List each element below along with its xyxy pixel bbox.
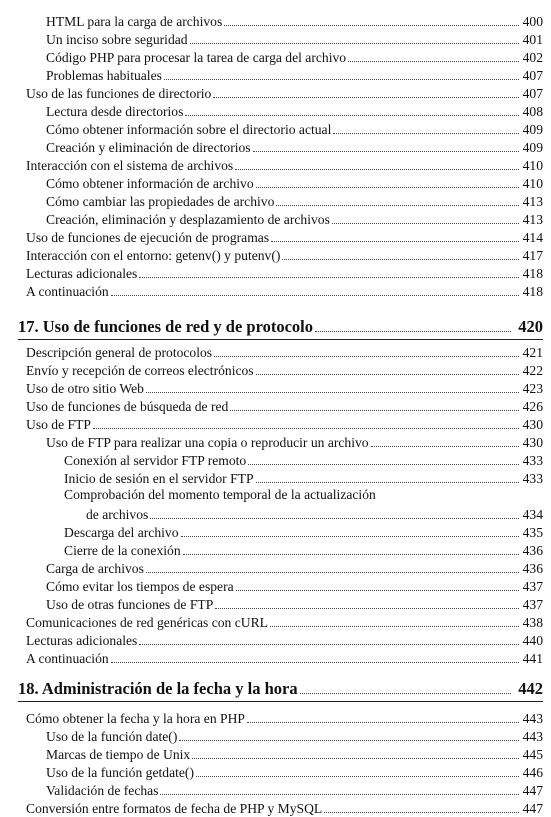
dot-leader xyxy=(214,355,519,357)
dot-leader xyxy=(146,391,519,393)
dot-leader xyxy=(224,24,519,26)
dot-leader xyxy=(282,258,519,260)
page-number: 446 xyxy=(522,765,543,780)
dot-leader xyxy=(164,78,519,80)
entry-title: Uso de FTP para realizar una copia o reproducir un archivo xyxy=(46,435,369,450)
dot-leader xyxy=(315,330,511,332)
dot-leader xyxy=(256,481,519,483)
toc-entry xyxy=(26,415,543,433)
entry-title: Creación, eliminación y desplazamiento de archivos xyxy=(46,212,330,227)
entry-title: Interacción con el sistema de archivos xyxy=(26,158,234,173)
dot-leader xyxy=(348,60,519,62)
page-number: 400 xyxy=(522,14,543,29)
entry-title: Cómo evitar los tiempos de espera xyxy=(46,579,234,594)
toc-entry xyxy=(26,379,543,397)
toc-entry xyxy=(46,595,543,613)
entry-title: de archivos xyxy=(86,507,149,522)
page-number: 426 xyxy=(522,399,543,414)
entry-title: Lectura desde directorios xyxy=(46,104,184,119)
entry-title: Código PHP para procesar la tarea de carga del archivo xyxy=(46,50,347,65)
dot-leader xyxy=(215,607,519,609)
toc-entry xyxy=(26,228,543,246)
entry-title: 17. Uso de funciones de red y de protocolo xyxy=(18,317,314,336)
dot-leader xyxy=(185,114,519,116)
chapter-divider xyxy=(18,701,543,702)
toc-entry xyxy=(46,174,543,192)
page-number: 401 xyxy=(522,32,543,47)
page-number: 441 xyxy=(522,651,543,666)
page-number: 436 xyxy=(522,543,543,558)
entry-title: Uso de las funciones de directorio xyxy=(26,86,212,101)
toc-entry xyxy=(46,102,543,120)
page-number: 443 xyxy=(522,729,543,744)
toc-entry xyxy=(26,264,543,282)
toc-entry xyxy=(26,631,543,649)
page-number: 422 xyxy=(522,363,543,378)
toc-entry xyxy=(26,156,543,174)
dot-leader xyxy=(371,445,519,447)
dot-leader xyxy=(236,589,519,591)
toc-entry xyxy=(46,433,543,451)
page-number: 413 xyxy=(522,194,543,209)
dot-leader xyxy=(196,775,519,777)
dot-leader xyxy=(111,661,519,663)
entry-title: Uso de la función getdate() xyxy=(46,765,194,780)
toc-entry xyxy=(46,12,543,30)
toc-entry xyxy=(86,505,543,523)
toc-entry xyxy=(46,577,543,595)
chapter-entry xyxy=(18,676,543,698)
page-number: 436 xyxy=(522,561,543,576)
dot-leader xyxy=(253,150,519,152)
page-number: 409 xyxy=(522,122,543,137)
page-number: 421 xyxy=(522,345,543,360)
toc-entry xyxy=(26,361,543,379)
entry-title: Descripción general de protocolos xyxy=(26,345,213,360)
toc-entry xyxy=(46,745,543,763)
entry-title: Uso de otro sitio Web xyxy=(26,381,144,396)
page-number: 440 xyxy=(522,633,543,648)
entry-title: Uso de la función date() xyxy=(46,729,178,744)
entry-title: Lecturas adicionales xyxy=(26,633,138,648)
entry-title: Validación de fechas xyxy=(46,783,159,798)
page-number: 418 xyxy=(522,266,543,281)
page-number: 417 xyxy=(522,248,543,263)
dot-leader xyxy=(333,132,519,134)
entry-title: Cierre de la conexión xyxy=(64,543,181,558)
dot-leader xyxy=(271,240,519,242)
dot-leader xyxy=(181,535,520,537)
entry-title: Comunicaciones de red genéricas con cURL xyxy=(26,615,268,630)
dot-leader xyxy=(276,204,519,206)
page-number: 423 xyxy=(522,381,543,396)
dot-leader xyxy=(235,168,519,170)
dot-leader xyxy=(190,42,519,44)
page-number: 409 xyxy=(522,140,543,155)
toc-entry xyxy=(46,727,543,745)
entry-title: Comprobación del momento temporal de la actualización xyxy=(64,487,376,502)
page-number: 420 xyxy=(518,317,543,336)
dot-leader xyxy=(248,463,519,465)
page-number: 437 xyxy=(522,597,543,612)
page-number: 437 xyxy=(522,579,543,594)
entry-title: Creación y eliminación de directorios xyxy=(46,140,251,155)
toc-entry xyxy=(26,282,543,300)
toc-entry xyxy=(26,246,543,264)
dot-leader xyxy=(256,373,519,375)
page-number: 445 xyxy=(522,747,543,762)
entry-title: Envío y recepción de correos electrónicos xyxy=(26,363,254,378)
page-number: 434 xyxy=(522,507,543,522)
dot-leader xyxy=(324,811,519,813)
entry-title: Uso de FTP xyxy=(26,417,91,432)
toc-entry xyxy=(46,30,543,48)
entry-title: Cómo cambiar las propiedades de archivo xyxy=(46,194,275,209)
toc-entry xyxy=(46,66,543,84)
toc-entry xyxy=(46,781,543,799)
entry-title: Uso de otras funciones de FTP xyxy=(46,597,214,612)
entry-title: A continuación xyxy=(26,651,109,666)
dot-leader xyxy=(160,793,519,795)
toc-entry xyxy=(46,210,543,228)
page-number: 438 xyxy=(522,615,543,630)
toc-entry xyxy=(64,541,543,559)
dot-leader xyxy=(150,517,519,519)
toc-entry xyxy=(26,709,543,727)
chapter-entry xyxy=(18,314,543,336)
dot-leader xyxy=(270,625,519,627)
dot-leader xyxy=(247,721,519,723)
dot-leader xyxy=(230,409,519,411)
page-number: 407 xyxy=(522,86,543,101)
page-number: 447 xyxy=(522,801,543,816)
page-number: 430 xyxy=(522,435,543,450)
page-number: 430 xyxy=(522,417,543,432)
dot-leader xyxy=(213,96,519,98)
toc-entry xyxy=(46,138,543,156)
dot-leader xyxy=(192,757,519,759)
toc-entry xyxy=(46,120,543,138)
toc-entry xyxy=(64,487,543,505)
dot-leader xyxy=(300,692,511,694)
dot-leader xyxy=(139,643,519,645)
entry-title: Conexión al servidor FTP remoto xyxy=(64,453,247,468)
toc-entry xyxy=(26,799,543,817)
page-number: 413 xyxy=(522,212,543,227)
entry-title: A continuación xyxy=(26,284,109,299)
dot-leader xyxy=(183,553,519,555)
entry-title: Problemas habituales xyxy=(46,68,162,83)
toc-entry xyxy=(46,48,543,66)
entry-title: Uso de funciones de búsqueda de red xyxy=(26,399,229,414)
toc-entry xyxy=(46,192,543,210)
dot-leader xyxy=(179,739,519,741)
entry-title: Cómo obtener información de archivo xyxy=(46,176,254,191)
page-number: 442 xyxy=(518,679,543,698)
dot-leader xyxy=(111,294,519,296)
entry-title: Carga de archivos xyxy=(46,561,144,576)
page-number: 410 xyxy=(522,158,543,173)
dot-leader xyxy=(256,186,519,188)
entry-title: Marcas de tiempo de Unix xyxy=(46,747,191,762)
page-number: 433 xyxy=(522,471,543,486)
page-number: 402 xyxy=(522,50,543,65)
entry-title: Lecturas adicionales xyxy=(26,266,138,281)
toc-entry xyxy=(26,613,543,631)
page-number: 414 xyxy=(522,230,543,245)
dot-leader xyxy=(93,427,519,429)
toc-entry xyxy=(46,763,543,781)
page-number: 418 xyxy=(522,284,543,299)
chapter-divider xyxy=(18,339,543,340)
page-number: 408 xyxy=(522,104,543,119)
page-number: 435 xyxy=(522,525,543,540)
page-number: 447 xyxy=(522,783,543,798)
entry-title: Uso de funciones de ejecución de programas xyxy=(26,230,270,245)
toc-entry xyxy=(64,523,543,541)
dot-leader xyxy=(332,222,519,224)
page-number: 410 xyxy=(522,176,543,191)
toc-entry xyxy=(46,559,543,577)
toc-entry xyxy=(26,343,543,361)
entry-title: Cómo obtener la fecha y la hora en PHP xyxy=(26,711,245,726)
page-number: 433 xyxy=(522,453,543,468)
toc-entry xyxy=(26,84,543,102)
entry-title: 18. Administración de la fecha y la hora xyxy=(18,679,298,698)
entry-title: Conversión entre formatos de fecha de PHP y MySQL xyxy=(26,801,323,816)
page-number: 443 xyxy=(522,711,543,726)
page-number: 407 xyxy=(522,68,543,83)
dot-leader xyxy=(146,571,519,573)
entry-title: Inicio de sesión en el servidor FTP xyxy=(64,471,254,486)
toc-entry xyxy=(26,397,543,415)
toc-entry xyxy=(64,451,543,469)
entry-title: HTML para la carga de archivos xyxy=(46,14,223,29)
dot-leader xyxy=(139,276,519,278)
toc-entry xyxy=(64,469,543,487)
toc-entry xyxy=(26,649,543,667)
entry-title: Cómo obtener información sobre el directorio actual xyxy=(46,122,332,137)
entry-title: Interacción con el entorno: getenv() y putenv() xyxy=(26,248,281,263)
entry-title: Descarga del archivo xyxy=(64,525,179,540)
entry-title: Un inciso sobre seguridad xyxy=(46,32,188,47)
